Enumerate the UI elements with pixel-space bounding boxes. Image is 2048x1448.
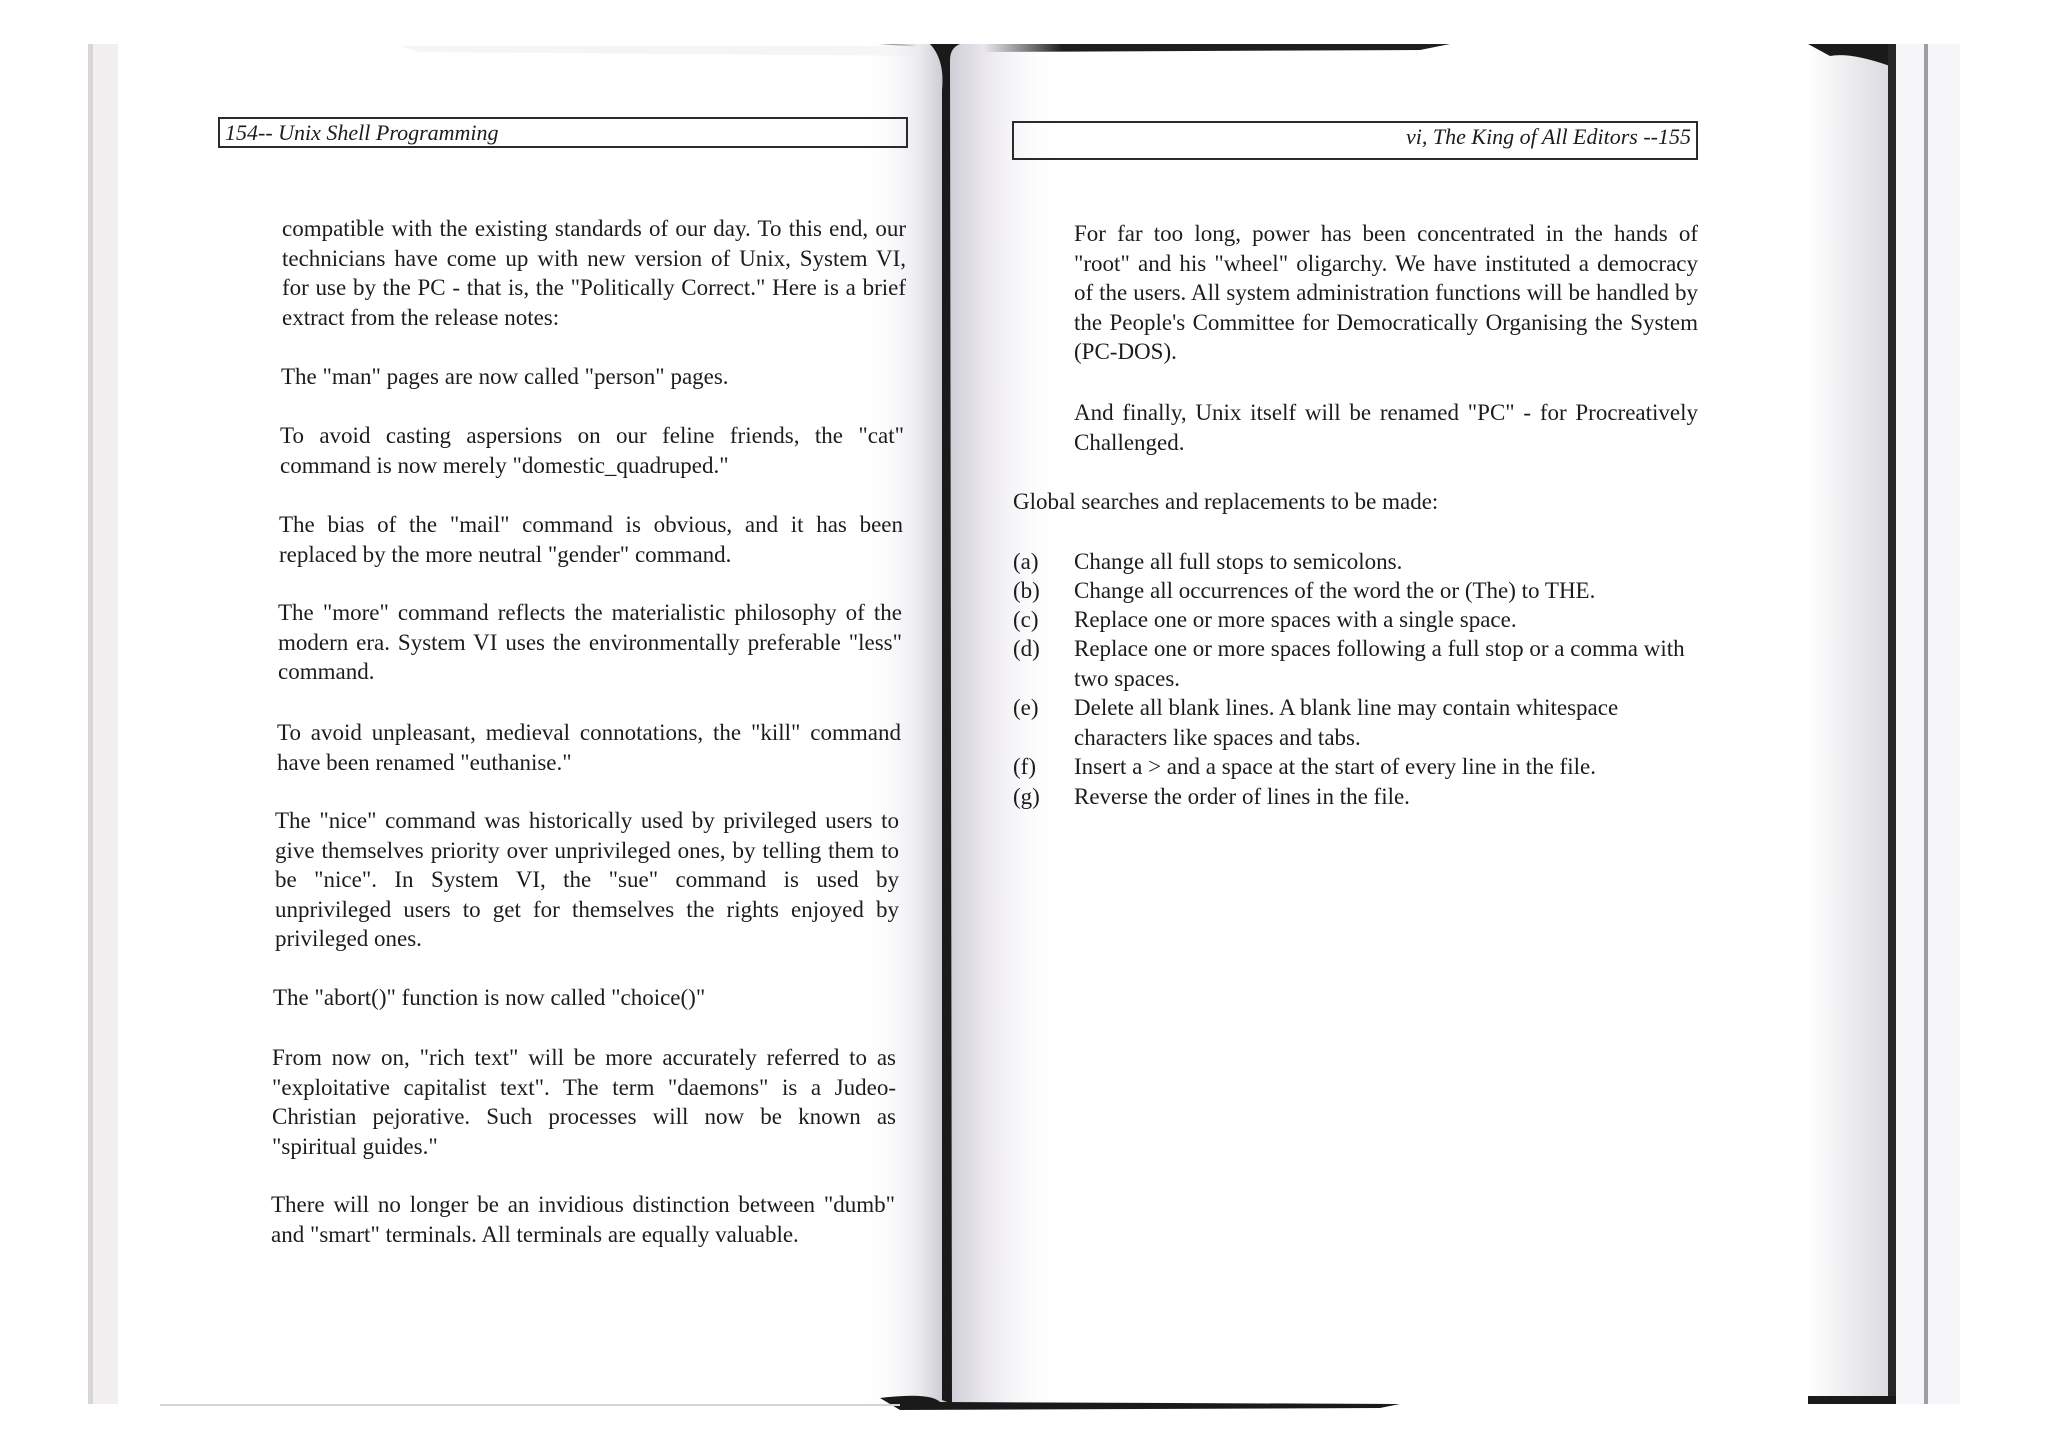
running-header-right-text: vi, The King of All Editors --155 (1406, 124, 1691, 149)
list-item-text: Delete all blank lines. A blank line may contain whitespace characters like spaces and tabs. (1074, 695, 1619, 750)
list-item-tag: (a) (1013, 549, 1039, 574)
list-item-tag: (g) (1013, 784, 1040, 809)
list-item (1013, 634, 1703, 694)
paragraph: The "more" command reflects the materialistic philosophy of the modern era. System VI uses the environmentally preferable "less" command. (278, 600, 902, 684)
list-item-tag: (f) (1013, 754, 1036, 779)
list-item (1013, 782, 1703, 812)
list-item-tag: (d) (1013, 636, 1040, 661)
list-item-tag: (e) (1013, 695, 1039, 720)
list-item-text: Replace one or more spaces following a full stop or a comma with two spaces. (1074, 636, 1685, 691)
list-item (1013, 605, 1703, 635)
paragraph: compatible with the existing standards of our day. To this end, our technicians have come up with new version of Unix, System VI, for use by the PC - that is, the "Politically Correct." Here is a brief extract from the release notes: (282, 216, 906, 330)
paragraph: The "nice" command was historically used by privileged users to give themselves priority over unprivileged ones, by telling them to be "nice". In System VI, the "sue" command is used by unprivileged users to get for themselves the rights enjoyed by privileged ones. (275, 808, 899, 951)
paragraph: The "abort()" function is now called "choice()" (273, 985, 706, 1010)
paragraph: The bias of the "mail" command is obvious, and it has been replaced by the more neutral "gender" command. (279, 512, 903, 567)
list-item (1013, 752, 1703, 782)
list-item-tag: (b) (1013, 578, 1040, 603)
paragraph: There will no longer be an invidious distinction between "dumb" and "smart" terminals. All terminals are equally valuable. (271, 1192, 895, 1247)
paragraph: The "man" pages are now called "person" pages. (281, 364, 729, 389)
running-header-left-text: 154-- Unix Shell Programming (225, 120, 499, 145)
list-item-text: Replace one or more spaces with a single space. (1074, 607, 1517, 632)
list-item-tag: (c) (1013, 607, 1039, 632)
paragraph: From now on, "rich text" will be more accurately referred to as "exploitative capitalist text". The term "daemons" is a Judeo-Christian pejorative. Such processes will now be known as "spiritual guides." (272, 1045, 896, 1159)
paragraph: To avoid unpleasant, medieval connotations, the "kill" command have been renamed "euthanise." (277, 720, 901, 775)
list-intro: Global searches and replacements to be made: (1013, 489, 1439, 514)
paragraph: And finally, Unix itself will be renamed "PC" - for Procreatively Challenged. (1074, 400, 1698, 455)
list-item (1013, 547, 1703, 577)
paragraph: To avoid casting aspersions on our feline friends, the "cat" command is now merely "domestic_quadruped." (280, 423, 904, 478)
running-header-right (1012, 121, 1698, 160)
list-item (1013, 576, 1703, 606)
list-item (1013, 693, 1703, 753)
list-item-text: Reverse the order of lines in the file. (1074, 784, 1410, 809)
list-item-text: Insert a > and a space at the start of every line in the file. (1074, 754, 1596, 779)
list-item-text: Change all occurrences of the word the or (The) to THE. (1074, 578, 1596, 603)
paragraph: For far too long, power has been concentrated in the hands of "root" and his "wheel" oligarchy. We have instituted a democracy of the users. All system administration functions will be handled by the People's Committee for Democratically Organising the System (PC-DOS). (1074, 221, 1698, 364)
list-item-text: Change all full stops to semicolons. (1074, 549, 1403, 574)
